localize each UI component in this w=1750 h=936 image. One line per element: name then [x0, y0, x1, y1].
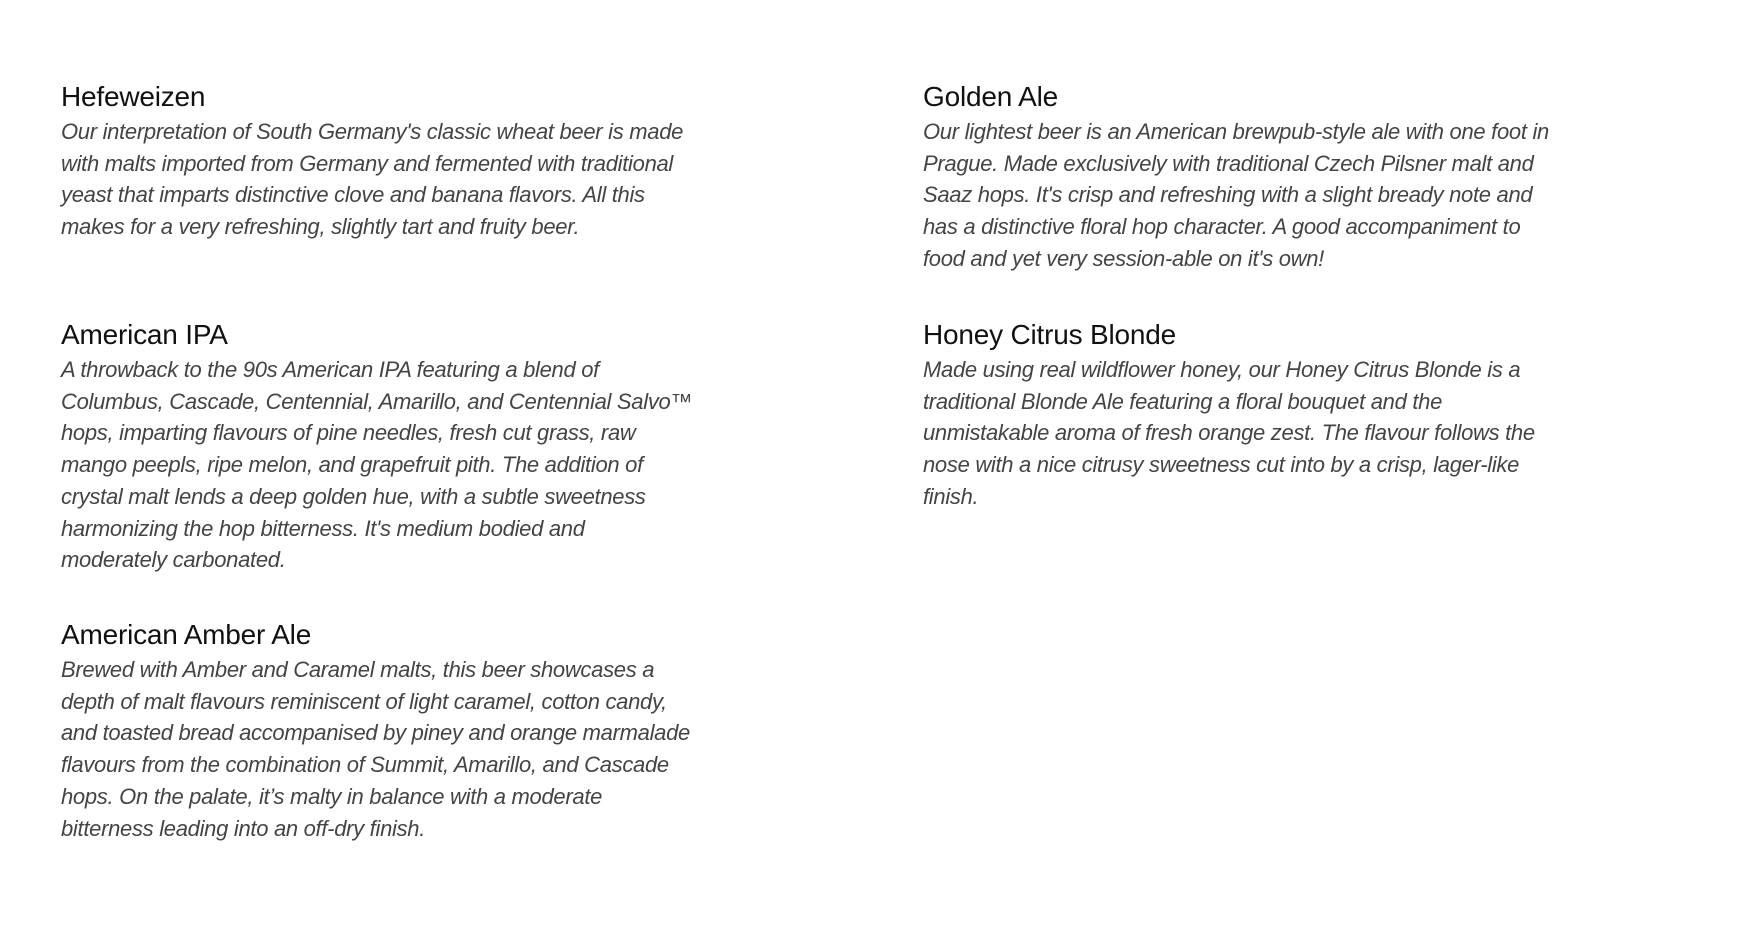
- beer-name: American IPA: [61, 319, 228, 350]
- beer-item-golden-ale: [923, 80, 1583, 318]
- beer-name: Hefeweizen: [61, 81, 206, 112]
- beer-item-hefeweizen: [61, 80, 721, 318]
- beer-description: Made using real wildflower honey, our Honey Citrus Blonde is a traditional Blonde Ale featuring a floral bouquet and the unmistakable aroma of fresh orange zest. The flavour follows the nose with a nice citrusy sweetness cut into by a crisp, lager-like finish.: [923, 357, 1535, 509]
- beer-column-left: [61, 80, 721, 844]
- beer-description: Brewed with Amber and Caramel malts, this beer showcases a depth of malt flavours reminiscent of light caramel, cotton candy, and toasted bread accompanised by piney and orange marmalade flavours from the combination of Summit, Amarillo, and Cascade hops. On the palate, it’s malty in balance with a moderate bitterness leading into an off-dry finish.: [61, 657, 690, 841]
- beer-item-american-ipa: [61, 318, 721, 618]
- beer-item-american-amber-ale: [61, 618, 721, 844]
- beer-description: A throwback to the 90s American IPA featuring a blend of Columbus, Cascade, Centennial, Amarillo, and Centennial Salvo™ hops, imparting flavours of pine needles, fresh cut grass, raw mango peepls, ripe melon, and grapefruit pith. The addition of crystal malt lends a deep golden hue, with a subtle sweetness harmonizing the hop bitterness. It's medium bodied and moderately carbonated.: [61, 357, 693, 573]
- beer-name: American Amber Ale: [61, 619, 312, 650]
- beer-column-right: [923, 80, 1583, 513]
- beer-name: Golden Ale: [923, 81, 1058, 112]
- beer-name: Honey Citrus Blonde: [923, 319, 1176, 350]
- beer-description: Our interpretation of South Germany's classic wheat beer is made with malts imported from Germany and fermented with traditional yeast that imparts distinctive clove and banana flavors. All this makes for a very refreshing, slightly tart and fruity beer.: [61, 119, 684, 240]
- beer-description: Our lightest beer is an American brewpub-style ale with one foot in Prague. Made exclusively with traditional Czech Pilsner malt and Saaz hops. It's crisp and refreshing with a slight bready note and has a distinctive floral hop character. A good accompaniment to food and yet very session-able on it's own!: [923, 119, 1549, 271]
- beer-item-honey-citrus-blonde: [923, 318, 1583, 513]
